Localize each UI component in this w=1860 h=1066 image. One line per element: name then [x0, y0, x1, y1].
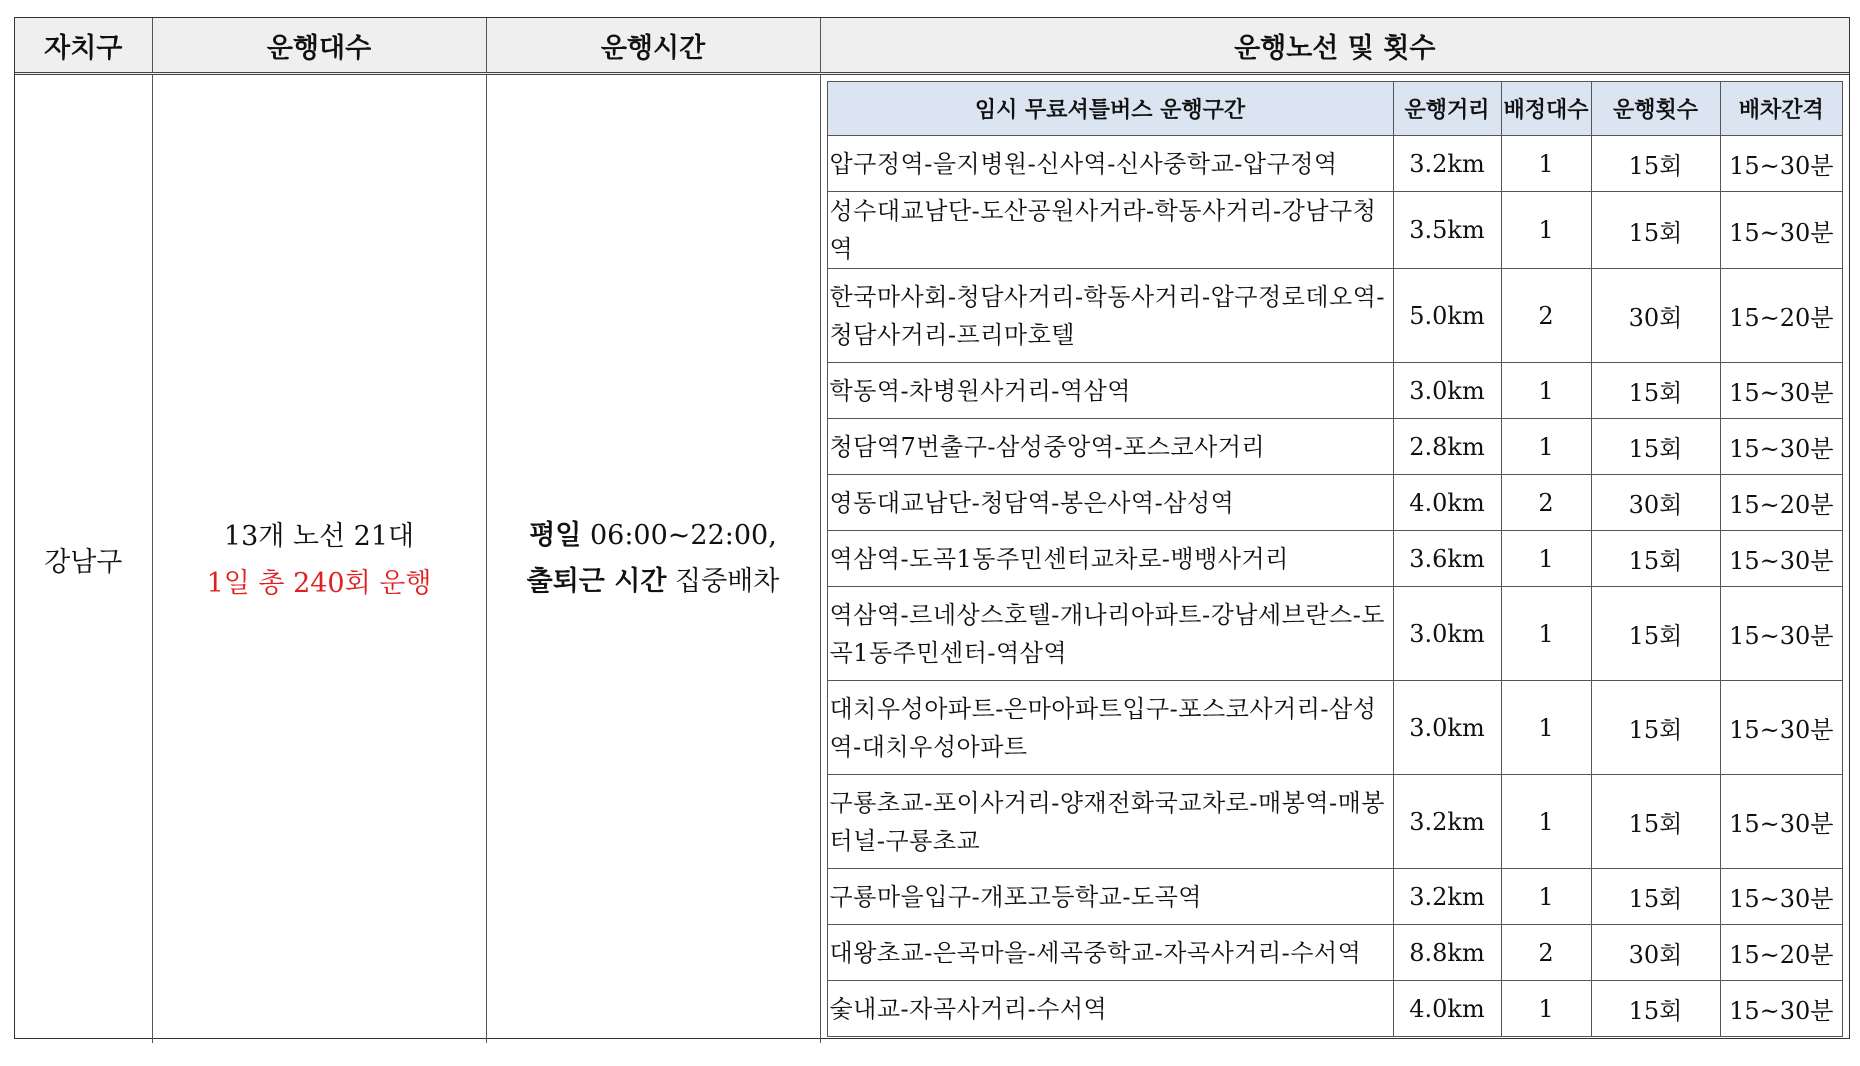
interval-cell: 15~30분 [1720, 775, 1843, 869]
interval-cell: 15~30분 [1720, 981, 1843, 1037]
trips-cell: 30회 [1591, 269, 1720, 363]
header-routes: 운행노선 및 횟수 [820, 18, 1849, 74]
district-cell [15, 74, 152, 1044]
table-row [827, 363, 1843, 419]
main-table [15, 18, 1849, 1043]
buses-cell: 1 [1501, 419, 1591, 475]
buses-cell: 1 [1501, 681, 1591, 775]
buses-cell: 1 [1501, 531, 1591, 587]
route-section-cell: 역삼역-도곡1동주민센터교차로-뱅뱅사거리 [827, 531, 1393, 587]
buses-cell: 2 [1501, 475, 1591, 531]
distance-cell: 8.8km [1393, 925, 1501, 981]
trips-cell: 15회 [1591, 419, 1720, 475]
table-row [827, 925, 1843, 981]
distance-cell: 4.0km [1393, 981, 1501, 1037]
daily-trips: 1일 총 240회 운행 [206, 568, 432, 599]
interval-cell: 15~30분 [1720, 192, 1843, 269]
route-table [827, 81, 1844, 1037]
distance-cell: 3.6km [1393, 531, 1501, 587]
distance-cell: 3.0km [1393, 681, 1501, 775]
rush-hour-note [487, 559, 820, 605]
buses-cell: 2 [1501, 925, 1591, 981]
table-row [827, 269, 1843, 363]
route-section-cell: 구룡마을입구-개포고등학교-도곡역 [827, 869, 1393, 925]
trips-cell: 15회 [1591, 363, 1720, 419]
interval-cell: 15~30분 [1720, 363, 1843, 419]
buses-cell: 1 [1501, 981, 1591, 1037]
table-row [827, 681, 1843, 775]
buses-cell: 1 [1501, 192, 1591, 269]
route-section-cell: 숯내교-자곡사거리-수서역 [827, 981, 1393, 1037]
weekday-hours [487, 513, 820, 559]
table-row [827, 981, 1843, 1037]
buses-cell: 2 [1501, 269, 1591, 363]
shuttle-schedule-table [14, 17, 1850, 1039]
buses-cell: 1 [1501, 587, 1591, 681]
routes-cell [820, 74, 1849, 1044]
trips-cell: 15회 [1591, 775, 1720, 869]
interval-cell: 15~20분 [1720, 925, 1843, 981]
trips-cell: 15회 [1591, 192, 1720, 269]
table-row [827, 136, 1843, 192]
header-district: 자치구 [15, 18, 152, 74]
route-section-cell: 영동대교남단-청담역-봉은사역-삼성역 [827, 475, 1393, 531]
route-section-cell: 한국마사회-청담사거리-학동사거리-압구정로데오역-청담사거리-프리마호텔 [827, 269, 1393, 363]
distance-cell: 3.2km [1393, 775, 1501, 869]
route-rows [827, 136, 1843, 1037]
trips-cell: 15회 [1591, 136, 1720, 192]
distance-cell: 4.0km [1393, 475, 1501, 531]
table-row [827, 531, 1843, 587]
buses-cell: 1 [1501, 136, 1591, 192]
route-section-cell: 청담역7번출구-삼성중앙역-포스코사거리 [827, 419, 1393, 475]
interval-cell: 15~30분 [1720, 419, 1843, 475]
distance-cell: 5.0km [1393, 269, 1501, 363]
table-row [827, 192, 1843, 269]
route-header-section: 임시 무료셔틀버스 운행구간 [827, 82, 1393, 136]
route-section-cell: 성수대교남단-도산공원사거라-학동사거리-강남구청역 [827, 192, 1393, 269]
route-header-trips: 운행횟수 [1591, 82, 1720, 136]
interval-cell: 15~30분 [1720, 136, 1843, 192]
hours-cell [486, 74, 820, 1044]
weekday-time: 06:00~22:00, [581, 520, 777, 551]
buses-cell: 1 [1501, 363, 1591, 419]
distance-cell: 3.5km [1393, 192, 1501, 269]
weekday-label: 평일 [529, 520, 582, 551]
table-row [827, 419, 1843, 475]
interval-cell: 15~30분 [1720, 587, 1843, 681]
trips-cell: 15회 [1591, 981, 1720, 1037]
route-header-buses: 배정대수 [1501, 82, 1591, 136]
district-name: 강남구 [44, 546, 123, 578]
route-header-distance: 운행거리 [1393, 82, 1501, 136]
trips-cell: 15회 [1591, 587, 1720, 681]
interval-cell: 15~20분 [1720, 269, 1843, 363]
interval-cell: 15~20분 [1720, 475, 1843, 531]
rush-hour-text: 집중배차 [666, 566, 780, 597]
vehicles-cell [152, 74, 486, 1044]
buses-cell: 1 [1501, 775, 1591, 869]
distance-cell: 3.0km [1393, 363, 1501, 419]
trips-cell: 15회 [1591, 531, 1720, 587]
header-vehicles: 운행대수 [152, 18, 486, 74]
trips-cell: 30회 [1591, 925, 1720, 981]
main-header-row [15, 18, 1849, 74]
vehicle-count: 13개 노선 21대 [223, 521, 415, 552]
table-row [827, 587, 1843, 681]
district-row [15, 74, 1849, 1044]
trips-cell: 30회 [1591, 475, 1720, 531]
interval-cell: 15~30분 [1720, 531, 1843, 587]
buses-cell: 1 [1501, 869, 1591, 925]
rush-hour-label: 출퇴근 시간 [526, 566, 667, 597]
route-section-cell: 대치우성아파트-은마아파트입구-포스코사거리-삼성역-대치우성아파트 [827, 681, 1393, 775]
route-section-cell: 역삼역-르네상스호텔-개나리아파트-강남세브란스-도곡1동주민센터-역삼역 [827, 587, 1393, 681]
interval-cell: 15~30분 [1720, 681, 1843, 775]
route-section-cell: 대왕초교-은곡마을-세곡중학교-자곡사거리-수서역 [827, 925, 1393, 981]
trips-cell: 15회 [1591, 869, 1720, 925]
table-row [827, 775, 1843, 869]
header-hours: 운행시간 [486, 18, 820, 74]
distance-cell: 3.2km [1393, 869, 1501, 925]
distance-cell: 3.2km [1393, 136, 1501, 192]
table-row [827, 475, 1843, 531]
interval-cell: 15~30분 [1720, 869, 1843, 925]
table-row [827, 869, 1843, 925]
trips-cell: 15회 [1591, 681, 1720, 775]
route-section-cell: 구룡초교-포이사거리-양재전화국교차로-매봉역-매봉터널-구룡초교 [827, 775, 1393, 869]
distance-cell: 3.0km [1393, 587, 1501, 681]
route-section-cell: 학동역-차병원사거리-역삼역 [827, 363, 1393, 419]
route-section-cell: 압구정역-을지병원-신사역-신사중학교-압구정역 [827, 136, 1393, 192]
route-header-row [827, 82, 1843, 136]
distance-cell: 2.8km [1393, 419, 1501, 475]
route-header-interval: 배차간격 [1720, 82, 1843, 136]
